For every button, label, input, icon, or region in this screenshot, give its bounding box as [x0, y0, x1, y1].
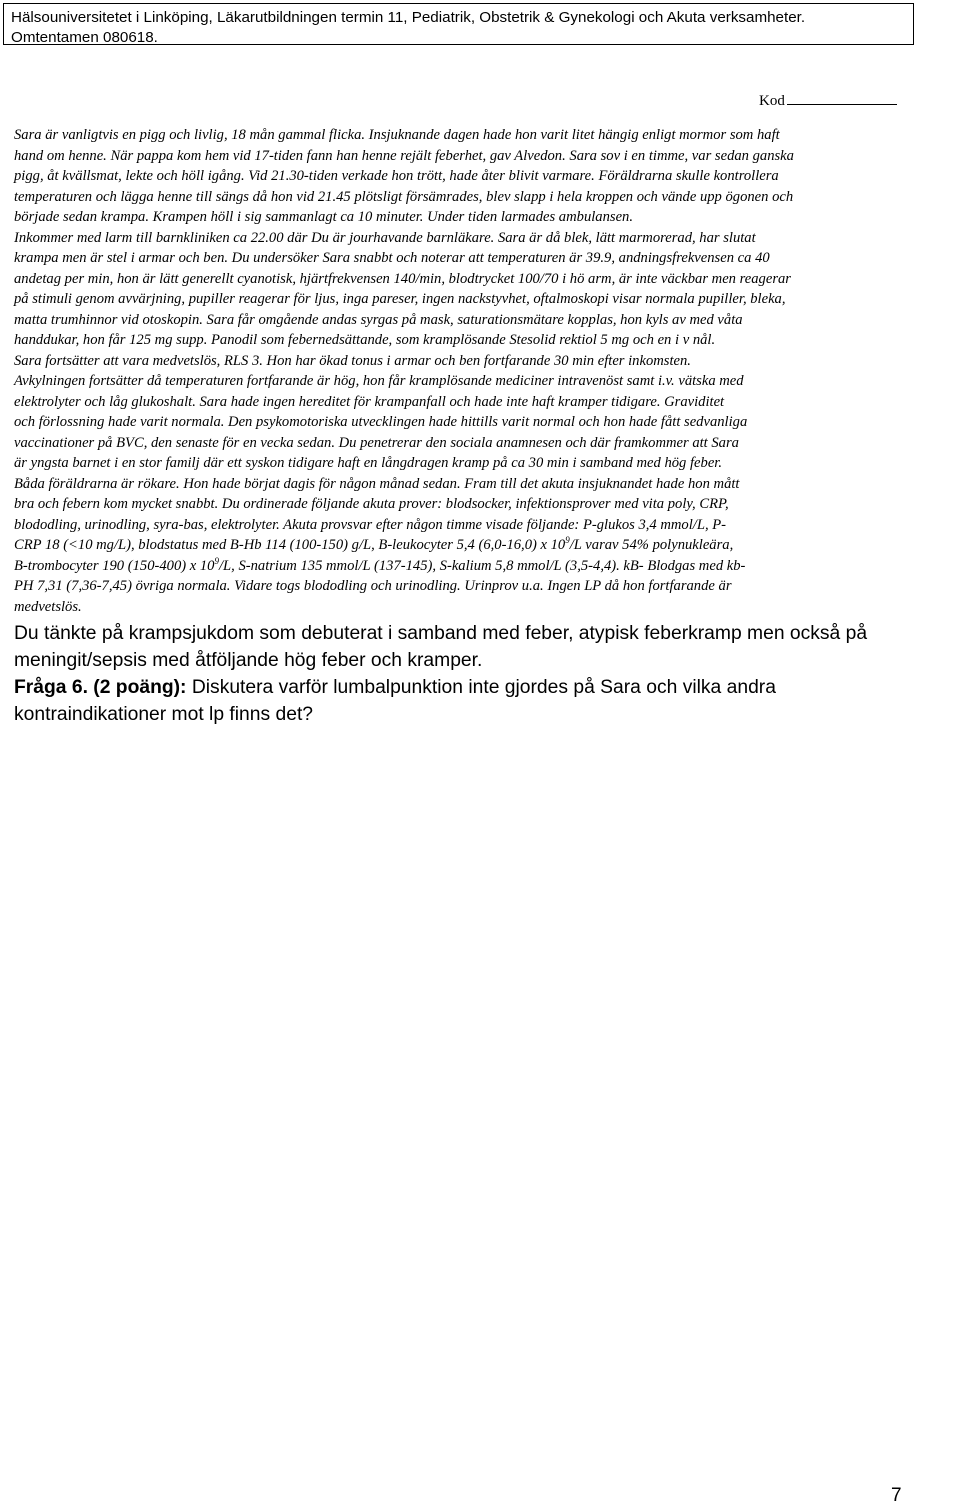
narrative-line: är yngsta barnet i en stor familj där ett syskon tidigare haft en långdragen kramp på ca 30 min i samband med hög feber. — [14, 455, 723, 471]
case-narrative — [14, 125, 950, 617]
code-field — [759, 92, 897, 110]
narrative-line: temperaturen och lägga henne till sängs då hon vid 21.45 plötsligt försämrades, blev slapp i hela kroppen och vände upp ögonen och — [14, 188, 794, 205]
narrative-line: Båda föräldrarna är rökare. Hon hade börjat dagis för någon månad sedan. Fram till det akuta insjuknandet hade hon mått — [14, 475, 740, 492]
narrative-line: på stimuli genom avvärjning, pupiller reagerar för ljus, inga pareser, ingen nackstyvhet, oftalmoskopi visar normala pupiller, bleka, — [14, 291, 786, 307]
question-intro: meningit/sepsis med åtföljande hög feber och kramper. — [14, 650, 483, 671]
code-label: Kod — [759, 93, 785, 109]
question-text: kontraindikationer mot lp finns det? — [14, 704, 314, 725]
question-line — [14, 674, 954, 701]
header-line-2: Omtentamen 080618. — [11, 28, 158, 46]
narrative-line: PH 7,31 (7,36-7,45) övriga normala. Vidare togs blododling och urinodling. Urinprov u.a. Ingen LP då hon fortfarande är — [14, 578, 732, 594]
narrative-line: andetag per min, hon är lätt generellt cyanotisk, hjärtfrekvensen 140/min, blodtrycket 100/70 i hö arm, är inte väckbar men reagerar — [14, 270, 791, 287]
exponent: 9 — [565, 535, 570, 546]
narrative-line: och förlossning hade varit normala. Den psykomotoriska utvecklingen hade hittills varit normal och hon hade fått sedvanliga — [14, 414, 748, 430]
narrative-line: bra och febern kom mycket snabbt. Du ordinerade följande akuta prover: blodsocker, infektionsprover med vita poly, CRP, — [14, 496, 729, 512]
narrative-line: Sara fortsätter att vara medvetslös, RLS 3. Hon har ökad tonus i armar och ben fortfarande 30 min efter inkomsten. — [14, 352, 691, 369]
narrative-line: krampa men är stel i armar och ben. Du undersöker Sara snabbt och noterar att temperaturen är 39.9, andningsfrekvensen ca 40 — [14, 250, 770, 266]
exponent: 9 — [214, 555, 219, 566]
narrative-line: matta trumhinnor vid otoskopin. Sara får omgående andas syrgas på mask, saturationsmätare kopplas, hon kyls av med våta — [14, 311, 743, 328]
question-label: Fråga 6. (2 poäng): — [14, 677, 187, 698]
narrative-line: blododling, urinodling, syra-bas, elektrolyter. Akuta provsvar efter någon timme visade följande: P-glukos 3,4 mmol/L, P- — [14, 516, 727, 533]
exam-question — [14, 620, 954, 728]
narrative-line: Sara är vanligtvis en pigg och livlig, 18 mån gammal flicka. Insjuknande dagen hade hon varit litet hängig enligt mormor som haft — [14, 127, 780, 143]
narrative-line: hand om henne. När pappa kom hem vid 17-tiden fann han henne rejält feberhet, gav Alvedon. Sara sov i en timme, var sedan ganska — [14, 147, 794, 164]
narrative-line: handdukar, hon får 125 mg supp. Panodil som febernedsättande, som kramplösande Stesolid rektiol 5 mg och en i v nål. — [14, 332, 716, 348]
page-number: 7 — [891, 1485, 902, 1506]
question-text: Diskutera varför lumbalpunktion inte gjordes på Sara och vilka andra — [186, 677, 776, 698]
narrative-line: Avkylningen fortsätter då temperaturen fortfarande är hög, hon får kramplösande mediciner intravenöst samt i.v. vätska med — [14, 373, 744, 389]
narrative-line: började sedan krampa. Krampen höll i sig sammanlagt ca 10 minuter. Under tiden larmades ambulansen. — [14, 209, 633, 225]
lab-text: /L varav 54% polynukleära, — [569, 537, 734, 553]
narrative-line-lab-results — [14, 535, 950, 556]
code-blank-line — [787, 92, 897, 105]
narrative-line: Inkommer med larm till barnkliniken ca 22.00 där Du är jourhavande barnläkare. Sara är då blek, lätt marmorerad, har slutat — [14, 229, 756, 246]
narrative-line-lab-results — [14, 556, 950, 577]
exam-header-box — [3, 3, 914, 45]
narrative-line: medvetslös. — [14, 598, 82, 615]
lab-text: B-trombocyter 190 (150-400) x 10 — [14, 557, 215, 574]
narrative-line: pigg, åt kvällsmat, lekte och höll igång. Vid 21.30-tiden verkade hon trött, hade åter blivit varmare. Föräldrarna skulle kontrollera — [14, 168, 779, 184]
header-line-1: Hälsouniversitetet i Linköping, Läkarutbildningen termin 11, Pediatrik, Obstetrik & Gynekologi och Akuta verksamheter. — [11, 9, 806, 26]
narrative-line: vaccinationer på BVC, den senaste för en vecka sedan. Du penetrerar den sociala anamnesen och där framkommer att Sara — [14, 434, 739, 451]
lab-text: /L, S-natrium 135 mmol/L (137-145), S-kalium 5,8 mmol/L (3,5-4,4). kB- Blodgas med kb- — [218, 557, 746, 574]
narrative-line: elektrolyter och låg glukoshalt. Sara hade ingen hereditet för krampanfall och hade inte haft kramper tidigare. Graviditet — [14, 393, 725, 410]
lab-text: CRP 18 (<10 mg/L), blodstatus med B-Hb 114 (100-150) g/L, B-leukocyter 5,4 (6,0-16,0) x 10 — [14, 537, 566, 553]
question-intro: Du tänkte på krampsjukdom som debuterat i samband med feber, atypisk feberkramp men också på — [14, 623, 868, 644]
